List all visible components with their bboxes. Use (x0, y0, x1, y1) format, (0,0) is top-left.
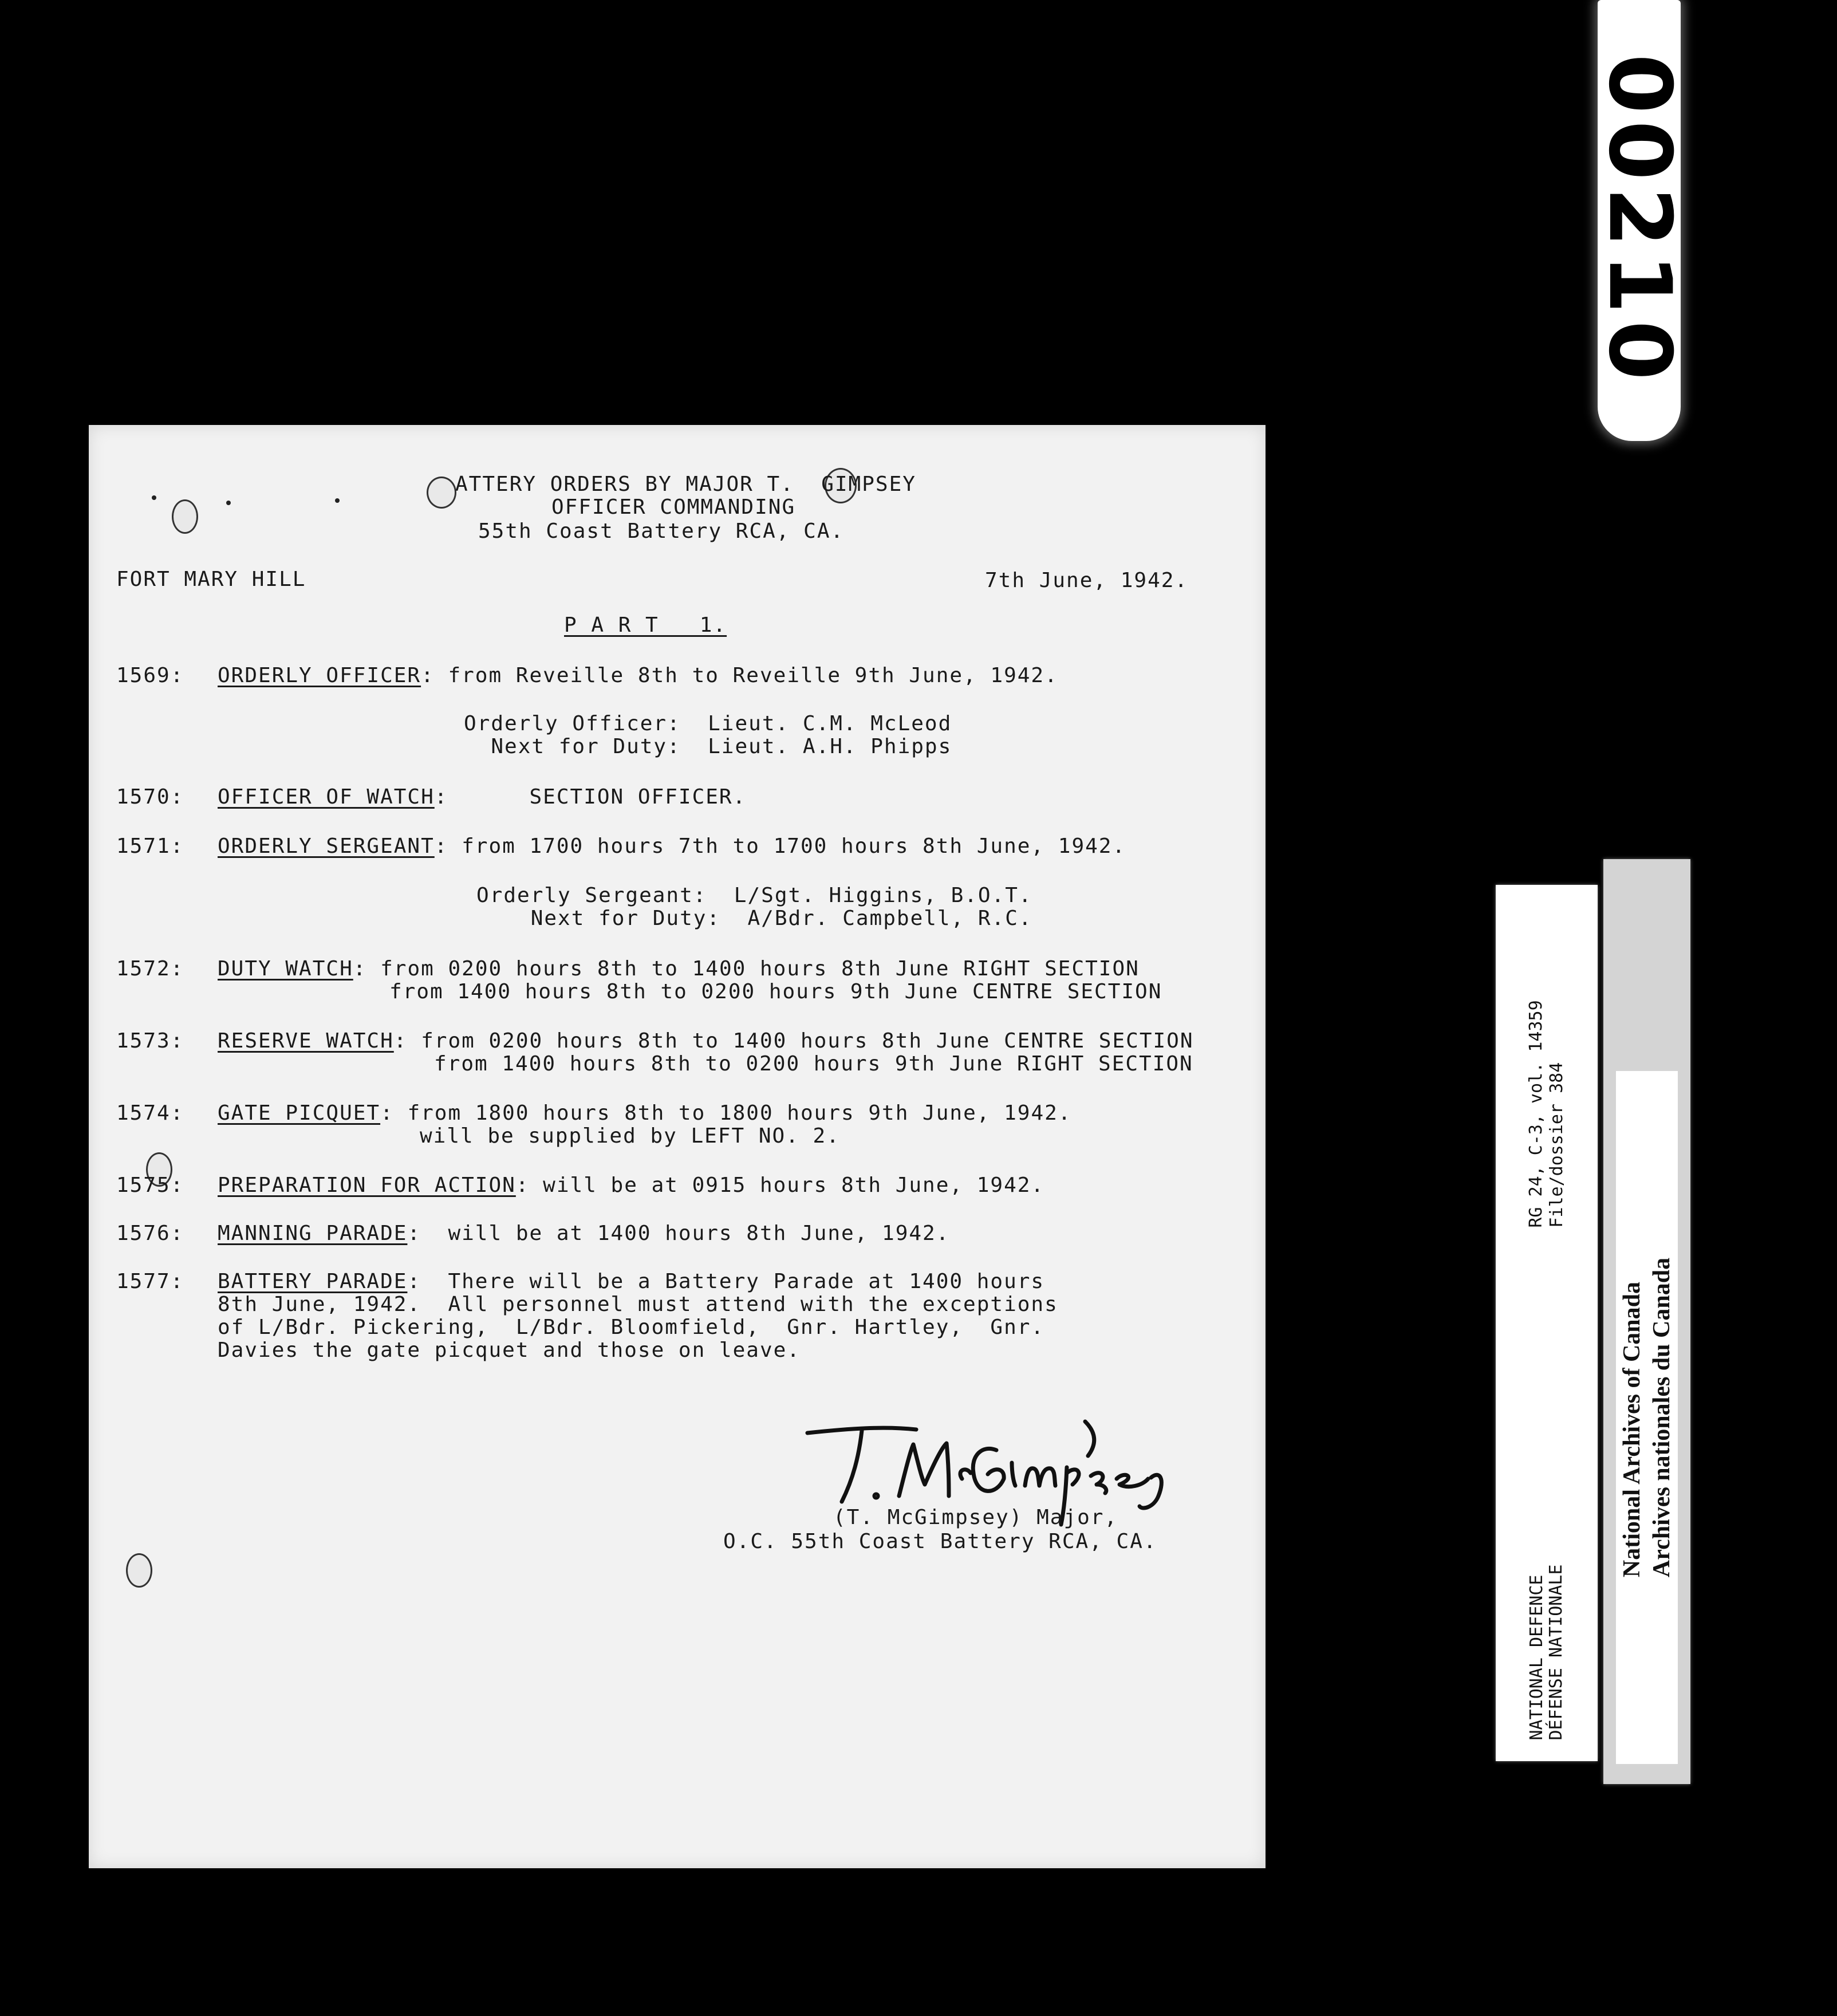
frame-number-stamp (1589, 0, 1689, 441)
order-detail: Orderly Sergeant: L/Sgt. Higgins, B.O.T. (476, 884, 1032, 907)
reference-line-2: File/dossier 384 (1547, 1062, 1567, 1228)
order-title: ORDERLY OFFICER (218, 664, 421, 687)
order-number: 1575: (116, 1174, 184, 1197)
speck (335, 498, 340, 503)
speck (152, 495, 156, 500)
order-text: : from 0200 hours 8th to 1400 hours 8th June CENTRE SECTION (393, 1029, 1194, 1053)
header-line-2: OFFICER COMMANDING (551, 495, 796, 519)
national-archives-inner (1616, 1071, 1678, 1764)
punch-hole-bottom (126, 1553, 152, 1588)
signatory-name: (T. McGimpsey) Major, (833, 1506, 1118, 1529)
order-line (218, 1174, 1044, 1197)
order-body-line: Davies the gate picquet and those on leave. (218, 1338, 801, 1362)
order-text: : There will be a Battery Parade at 1400 hours (407, 1270, 1045, 1293)
order-line (218, 1222, 949, 1245)
order-continuation: from 1400 hours 8th to 0200 hours 9th June CENTRE SECTION (389, 980, 1162, 1003)
order-number: 1570: (116, 785, 184, 809)
document-date: 7th June, 1942. (985, 569, 1189, 592)
order-detail: Next for Duty: A/Bdr. Campbell, R.C. (476, 907, 1032, 930)
order-text: : will be at 0915 hours 8th June, 1942. (515, 1174, 1045, 1197)
order-body-line: 8th June, 1942. All personnel must attend with the exceptions (218, 1293, 1058, 1316)
reference-text (1526, 1000, 1567, 1227)
order-number: 1574: (116, 1101, 184, 1125)
order-continuation: will be supplied by LEFT NO. 2. (420, 1124, 840, 1148)
part-heading: P A R T 1. (564, 613, 727, 637)
order-title: DUTY WATCH (218, 957, 353, 981)
order-number: 1573: (116, 1029, 184, 1053)
order-detail: Next for Duty: Lieut. A.H. Phipps (464, 735, 952, 758)
location: FORT MARY HILL (116, 568, 306, 591)
archives-french: Archives nationales du Canada (1649, 1257, 1675, 1578)
order-title: ORDERLY SERGEANT (218, 834, 435, 858)
order-text: : from 1700 hours 7th to 1700 hours 8th June, 1942. (434, 834, 1126, 858)
order-line (218, 835, 1126, 858)
archives-english: National Archives of Canada (1619, 1281, 1645, 1578)
national-archives-text (1617, 1258, 1677, 1577)
speck (226, 501, 231, 505)
order-number: 1572: (116, 957, 184, 981)
department-text (1527, 1564, 1566, 1740)
order-line (218, 664, 1058, 687)
document-page (89, 425, 1266, 1868)
order-text: : will be at 1400 hours 8th June, 1942. (407, 1222, 950, 1245)
frame-number-text: 00210 (1589, 54, 1689, 387)
order-title: RESERVE WATCH (218, 1029, 394, 1053)
order-title: GATE PICQUET (218, 1101, 381, 1125)
order-number: 1571: (116, 834, 184, 858)
order-number: 1569: (116, 664, 184, 687)
order-title: OFFICER OF WATCH (218, 785, 435, 809)
order-text: : SECTION OFFICER. (434, 785, 747, 809)
order-line (218, 1102, 1071, 1125)
order-continuation: from 1400 hours 8th to 0200 hours 9th June RIGHT SECTION (434, 1052, 1193, 1076)
order-line (218, 958, 1140, 981)
order-title: PREPARATION FOR ACTION (218, 1174, 516, 1197)
national-archives-label (1603, 859, 1690, 1784)
department-english: NATIONAL DEFENCE (1527, 1574, 1547, 1741)
signatory-title: O.C. 55th Coast Battery RCA, CA. (723, 1530, 1157, 1553)
order-title: BATTERY PARADE (218, 1270, 408, 1293)
order-line (218, 1030, 1194, 1053)
order-detail: Orderly Officer: Lieut. C.M. McLeod (464, 712, 952, 735)
header-line-1: ATTERY ORDERS BY MAJOR T. GIMPSEY (455, 472, 916, 496)
department-french: DÉFENSE NATIONALE (1546, 1564, 1566, 1741)
archive-reference-label (1496, 885, 1598, 1761)
header-line-3: 55th Coast Battery RCA, CA. (478, 519, 845, 543)
order-title: MANNING PARADE (218, 1222, 408, 1245)
order-number: 1576: (116, 1222, 184, 1245)
punch-hole-header-left (427, 477, 456, 509)
order-text: : from Reveille 8th to Reveille 9th June, 1942. (421, 664, 1058, 687)
reference-line-1: RG 24, C-3, vol. 14359 (1526, 1000, 1546, 1228)
order-line (218, 1270, 1044, 1293)
order-text: : from 1800 hours 8th to 1800 hours 9th June, 1942. (380, 1101, 1072, 1125)
punch-hole-top (172, 499, 198, 534)
order-body-line: of L/Bdr. Pickering, L/Bdr. Bloomfield, Gnr. Hartley, Gnr. (218, 1316, 1045, 1339)
order-text: : from 0200 hours 8th to 1400 hours 8th June RIGHT SECTION (353, 957, 1140, 981)
order-line (218, 786, 746, 809)
order-number: 1577: (116, 1270, 184, 1293)
